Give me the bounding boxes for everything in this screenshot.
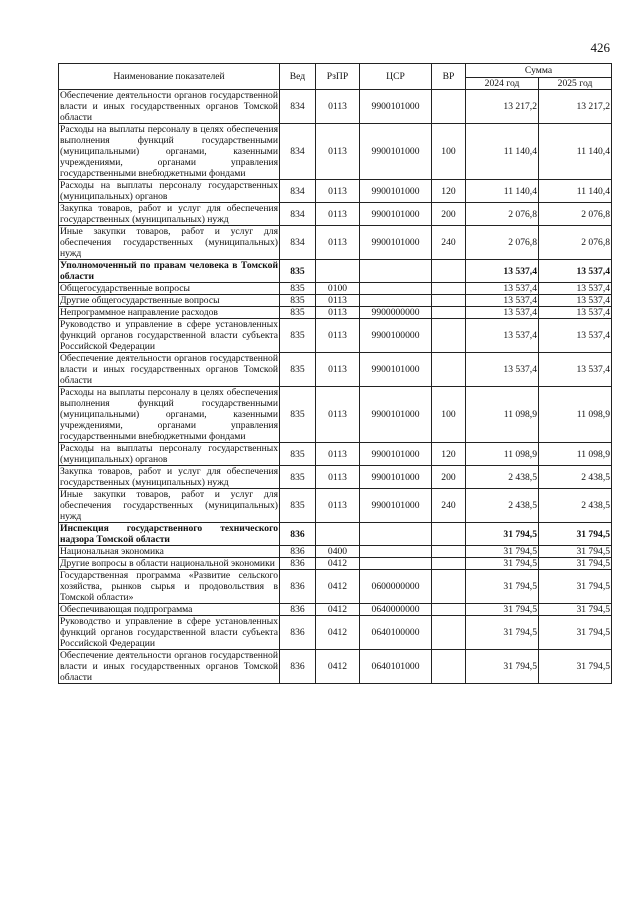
row-name: Государственная программа «Развитие сельского хозяйства, рынков сырья и продовольствия в Томской области» bbox=[60, 570, 278, 603]
row-name: Иные закупки товаров, работ и услуг для обеспечения государственных (муниципальных) нужд bbox=[60, 489, 278, 522]
row-rzpr: 0412 bbox=[316, 650, 360, 684]
row-ved: 836 bbox=[280, 570, 316, 604]
row-csr bbox=[360, 295, 432, 307]
header-year-2025: 2025 год bbox=[539, 78, 612, 90]
row-name: Расходы на выплаты персоналу государственных (муниципальных) органов bbox=[60, 180, 278, 202]
row-amount-2025: 2 438,5 bbox=[539, 466, 612, 489]
row-name: Другие вопросы в области национальной экономики bbox=[59, 558, 280, 570]
row-name: Расходы на выплаты персоналу в целях обеспечения выполнения функций государственными (муниципальными) органами, казенными учреждениями, органами управления государственными внебюджетными фондами bbox=[60, 124, 278, 179]
header-year-2024: 2024 год bbox=[466, 78, 539, 90]
row-amount-2024: 11 140,4 bbox=[466, 124, 539, 180]
table-row bbox=[59, 443, 612, 466]
row-rzpr: 0113 bbox=[316, 443, 360, 466]
row-name: Иные закупки товаров, работ и услуг для обеспечения государственных (муниципальных) нужд bbox=[60, 226, 278, 259]
table-row bbox=[59, 260, 612, 283]
table-row bbox=[59, 124, 612, 180]
table-row bbox=[59, 558, 612, 570]
row-amount-2025: 13 537,4 bbox=[539, 295, 612, 307]
row-vr: 120 bbox=[432, 443, 466, 466]
table-row bbox=[59, 650, 612, 684]
row-rzpr: 0113 bbox=[316, 387, 360, 443]
header-vr: ВР bbox=[432, 64, 466, 90]
row-amount-2025: 31 794,5 bbox=[539, 570, 612, 604]
row-amount-2025: 13 537,4 bbox=[539, 353, 612, 387]
row-vr bbox=[432, 523, 466, 546]
row-ved: 836 bbox=[280, 650, 316, 684]
row-rzpr: 0113 bbox=[316, 226, 360, 260]
row-name: Другие общегосударственные вопросы bbox=[59, 295, 280, 307]
page-number: 426 bbox=[590, 40, 610, 55]
row-amount-2024: 31 794,5 bbox=[466, 570, 539, 604]
row-rzpr: 0412 bbox=[316, 604, 360, 616]
row-csr: 0640101000 bbox=[360, 650, 432, 684]
row-amount-2025: 31 794,5 bbox=[539, 604, 612, 616]
row-ved: 834 bbox=[280, 124, 316, 180]
row-ved: 836 bbox=[280, 558, 316, 570]
row-amount-2025: 31 794,5 bbox=[539, 523, 612, 546]
row-name: Закупка товаров, работ и услуг для обеспечения государственных (муниципальных) нужд bbox=[60, 203, 278, 225]
row-name: Руководство и управление в сфере установленных функций органов государственной власти субъекта Российской Федерации bbox=[60, 616, 278, 649]
row-name: Обеспечивающая подпрограмма bbox=[59, 604, 280, 616]
row-amount-2024: 13 537,4 bbox=[466, 260, 539, 283]
header-name: Наименование показателей bbox=[59, 64, 280, 90]
row-rzpr: 0412 bbox=[316, 570, 360, 604]
table-row bbox=[59, 90, 612, 124]
table-row bbox=[59, 283, 612, 295]
row-amount-2024: 31 794,5 bbox=[466, 604, 539, 616]
row-amount-2025: 2 438,5 bbox=[539, 489, 612, 523]
row-rzpr: 0113 bbox=[316, 90, 360, 124]
row-csr: 9900101000 bbox=[360, 203, 432, 226]
row-amount-2024: 2 076,8 bbox=[466, 203, 539, 226]
row-amount-2024: 13 537,4 bbox=[466, 319, 539, 353]
row-ved: 834 bbox=[280, 90, 316, 124]
row-ved: 835 bbox=[280, 260, 316, 283]
row-ved: 835 bbox=[280, 307, 316, 319]
table-row bbox=[59, 387, 612, 443]
row-amount-2025: 13 537,4 bbox=[539, 260, 612, 283]
row-vr bbox=[432, 90, 466, 124]
row-ved: 835 bbox=[280, 466, 316, 489]
row-amount-2024: 31 794,5 bbox=[466, 523, 539, 546]
row-vr bbox=[432, 319, 466, 353]
header-sum: Сумма bbox=[466, 64, 612, 78]
row-amount-2024: 13 217,2 bbox=[466, 90, 539, 124]
row-csr: 9900100000 bbox=[360, 319, 432, 353]
row-amount-2025: 11 140,4 bbox=[539, 124, 612, 180]
table-row bbox=[59, 466, 612, 489]
row-ved: 835 bbox=[280, 443, 316, 466]
row-ved: 834 bbox=[280, 180, 316, 203]
row-amount-2024: 2 076,8 bbox=[466, 226, 539, 260]
row-csr: 9900101000 bbox=[360, 443, 432, 466]
row-amount-2025: 13 537,4 bbox=[539, 319, 612, 353]
row-vr bbox=[432, 283, 466, 295]
row-csr: 9900000000 bbox=[360, 307, 432, 319]
row-amount-2025: 31 794,5 bbox=[539, 616, 612, 650]
row-name: Закупка товаров, работ и услуг для обеспечения государственных (муниципальных) нужд bbox=[60, 466, 278, 488]
row-vr: 240 bbox=[432, 226, 466, 260]
row-vr bbox=[432, 558, 466, 570]
row-name: Руководство и управление в сфере установленных функций органов государственной власти субъекта Российской Федерации bbox=[60, 319, 278, 352]
row-name: Обеспечение деятельности органов государственной власти и иных государственных органов Томской области bbox=[60, 353, 278, 386]
row-rzpr: 0113 bbox=[316, 489, 360, 523]
row-vr: 100 bbox=[432, 387, 466, 443]
row-ved: 835 bbox=[280, 295, 316, 307]
row-vr bbox=[432, 546, 466, 558]
row-ved: 835 bbox=[280, 283, 316, 295]
row-amount-2025: 31 794,5 bbox=[539, 650, 612, 684]
row-name: Расходы на выплаты персоналу государственных (муниципальных) органов bbox=[60, 443, 278, 465]
row-rzpr: 0113 bbox=[316, 353, 360, 387]
row-rzpr: 0412 bbox=[316, 616, 360, 650]
row-amount-2024: 13 537,4 bbox=[466, 295, 539, 307]
row-amount-2025: 13 537,4 bbox=[539, 307, 612, 319]
row-csr: 9900101000 bbox=[360, 124, 432, 180]
row-vr bbox=[432, 650, 466, 684]
row-csr bbox=[360, 523, 432, 546]
row-csr: 9900101000 bbox=[360, 489, 432, 523]
row-ved: 836 bbox=[280, 523, 316, 546]
row-amount-2025: 11 140,4 bbox=[539, 180, 612, 203]
header-csr: ЦСР bbox=[360, 64, 432, 90]
row-name: Общегосударственные вопросы bbox=[59, 283, 280, 295]
row-amount-2024: 11 098,9 bbox=[466, 443, 539, 466]
table-body bbox=[59, 90, 612, 684]
row-rzpr: 0400 bbox=[316, 546, 360, 558]
row-vr: 100 bbox=[432, 124, 466, 180]
row-name: Уполномоченный по правам человека в Томской области bbox=[60, 260, 278, 282]
row-rzpr: 0113 bbox=[316, 295, 360, 307]
row-rzpr bbox=[316, 523, 360, 546]
row-vr bbox=[432, 307, 466, 319]
row-rzpr: 0113 bbox=[316, 124, 360, 180]
row-rzpr: 0100 bbox=[316, 283, 360, 295]
row-vr: 200 bbox=[432, 203, 466, 226]
row-amount-2025: 11 098,9 bbox=[539, 443, 612, 466]
table-row bbox=[59, 295, 612, 307]
row-name: Обеспечение деятельности органов государственной власти и иных государственных органов Томской области bbox=[60, 90, 278, 123]
row-ved: 836 bbox=[280, 604, 316, 616]
row-csr: 9900101000 bbox=[360, 90, 432, 124]
table-row bbox=[59, 604, 612, 616]
row-csr: 9900101000 bbox=[360, 387, 432, 443]
row-csr: 0640100000 bbox=[360, 616, 432, 650]
row-ved: 835 bbox=[280, 489, 316, 523]
row-csr: 9900101000 bbox=[360, 466, 432, 489]
row-csr bbox=[360, 260, 432, 283]
row-amount-2025: 13 217,2 bbox=[539, 90, 612, 124]
row-csr: 9900101000 bbox=[360, 180, 432, 203]
row-rzpr: 0113 bbox=[316, 180, 360, 203]
budget-table bbox=[58, 63, 612, 684]
row-name: Инспекция государственного технического надзора Томской области bbox=[60, 523, 278, 545]
row-rzpr bbox=[316, 260, 360, 283]
row-csr: 9900101000 bbox=[360, 226, 432, 260]
row-name: Расходы на выплаты персоналу в целях обеспечения выполнения функций государственными (муниципальными) органами, казенными учреждениями, органами управления государственными внебюджетными фондами bbox=[60, 387, 278, 442]
row-amount-2024: 31 794,5 bbox=[466, 546, 539, 558]
row-vr bbox=[432, 353, 466, 387]
row-amount-2025: 31 794,5 bbox=[539, 546, 612, 558]
row-ved: 835 bbox=[280, 319, 316, 353]
row-name: Национальная экономика bbox=[59, 546, 280, 558]
row-vr: 200 bbox=[432, 466, 466, 489]
row-amount-2024: 11 098,9 bbox=[466, 387, 539, 443]
row-amount-2024: 2 438,5 bbox=[466, 466, 539, 489]
table-row bbox=[59, 203, 612, 226]
row-amount-2025: 13 537,4 bbox=[539, 283, 612, 295]
row-vr: 240 bbox=[432, 489, 466, 523]
table-row bbox=[59, 226, 612, 260]
header-rzpr: РзПР bbox=[316, 64, 360, 90]
row-ved: 835 bbox=[280, 353, 316, 387]
row-amount-2024: 13 537,4 bbox=[466, 283, 539, 295]
table-row bbox=[59, 489, 612, 523]
row-amount-2024: 11 140,4 bbox=[466, 180, 539, 203]
row-ved: 834 bbox=[280, 226, 316, 260]
row-ved: 834 bbox=[280, 203, 316, 226]
table-row bbox=[59, 319, 612, 353]
row-vr bbox=[432, 616, 466, 650]
table-row bbox=[59, 546, 612, 558]
row-csr: 9900101000 bbox=[360, 353, 432, 387]
table-row bbox=[59, 180, 612, 203]
row-rzpr: 0113 bbox=[316, 466, 360, 489]
row-csr bbox=[360, 283, 432, 295]
row-amount-2025: 2 076,8 bbox=[539, 226, 612, 260]
row-amount-2024: 2 438,5 bbox=[466, 489, 539, 523]
row-name: Обеспечение деятельности органов государственной власти и иных государственных органов Томской области bbox=[60, 650, 278, 683]
row-csr: 0640000000 bbox=[360, 604, 432, 616]
row-ved: 836 bbox=[280, 546, 316, 558]
row-vr bbox=[432, 260, 466, 283]
row-amount-2024: 13 537,4 bbox=[466, 353, 539, 387]
row-rzpr: 0412 bbox=[316, 558, 360, 570]
table-row bbox=[59, 353, 612, 387]
table-row bbox=[59, 570, 612, 604]
row-rzpr: 0113 bbox=[316, 307, 360, 319]
header-ved: Вед bbox=[280, 64, 316, 90]
row-vr bbox=[432, 604, 466, 616]
row-ved: 835 bbox=[280, 387, 316, 443]
row-vr bbox=[432, 570, 466, 604]
table-row bbox=[59, 307, 612, 319]
row-rzpr: 0113 bbox=[316, 203, 360, 226]
row-vr bbox=[432, 295, 466, 307]
row-csr bbox=[360, 546, 432, 558]
table-row bbox=[59, 523, 612, 546]
row-amount-2025: 31 794,5 bbox=[539, 558, 612, 570]
row-vr: 120 bbox=[432, 180, 466, 203]
row-ved: 836 bbox=[280, 616, 316, 650]
row-amount-2025: 11 098,9 bbox=[539, 387, 612, 443]
row-rzpr: 0113 bbox=[316, 319, 360, 353]
row-csr bbox=[360, 558, 432, 570]
row-amount-2025: 2 076,8 bbox=[539, 203, 612, 226]
row-amount-2024: 31 794,5 bbox=[466, 558, 539, 570]
row-name: Непрограммное направление расходов bbox=[59, 307, 280, 319]
table-row bbox=[59, 616, 612, 650]
row-amount-2024: 13 537,4 bbox=[466, 307, 539, 319]
row-amount-2024: 31 794,5 bbox=[466, 650, 539, 684]
row-csr: 0600000000 bbox=[360, 570, 432, 604]
row-amount-2024: 31 794,5 bbox=[466, 616, 539, 650]
